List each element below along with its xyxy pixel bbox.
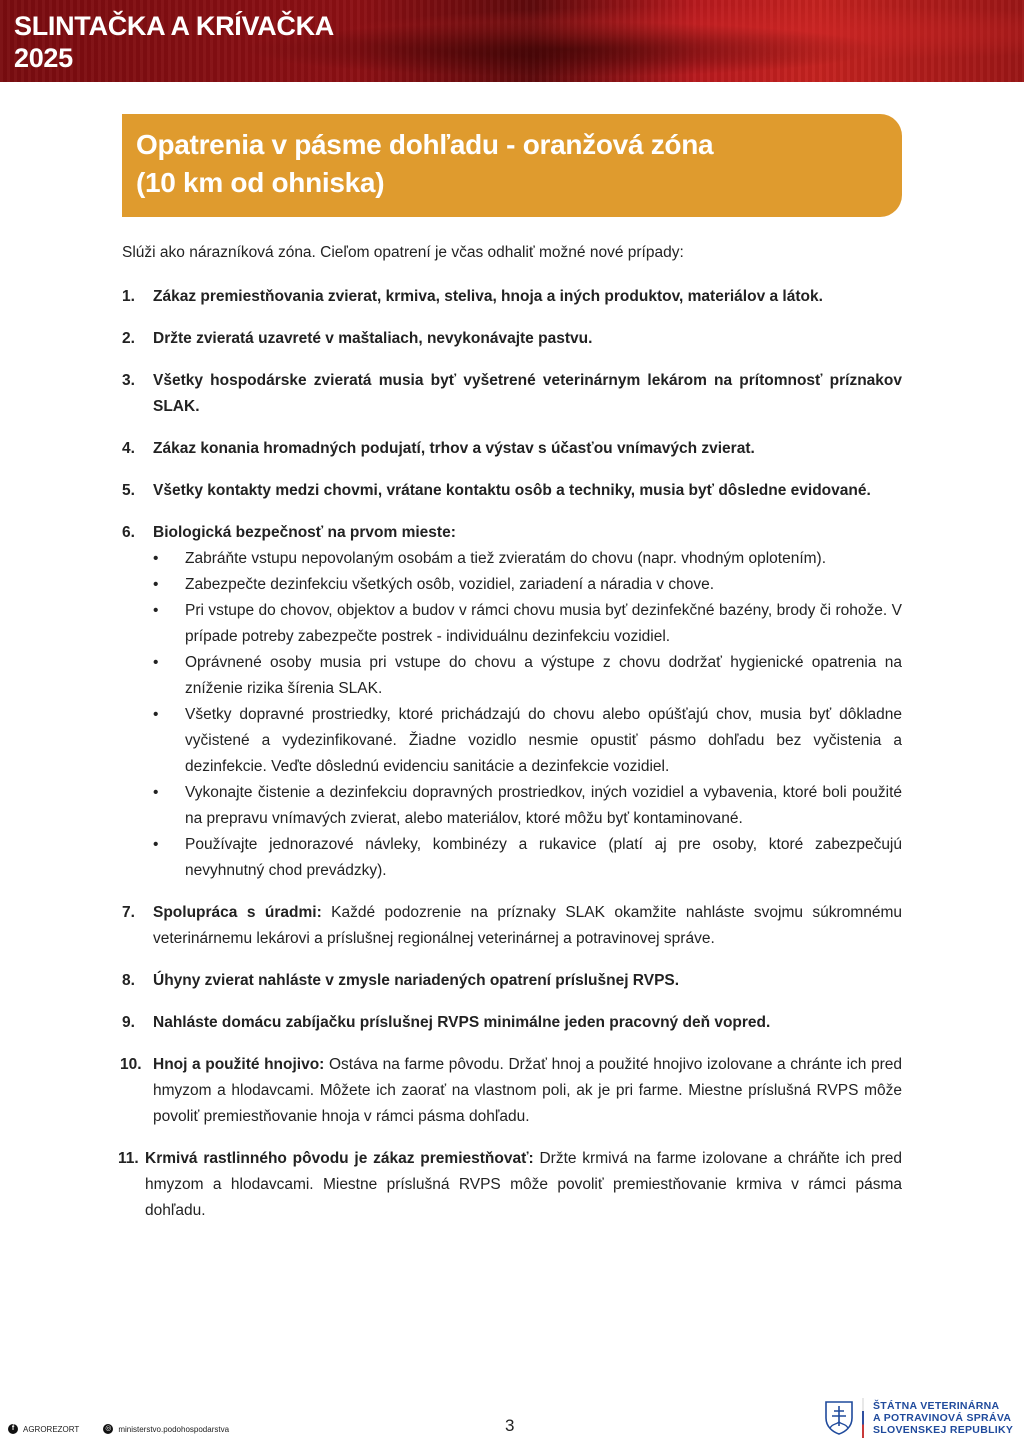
item-number: 3. (122, 372, 135, 389)
item-number: 4. (122, 440, 135, 457)
bullet-text: Používajte jednorazové návleky, kombinézy a rukavice (platí aj pre osoby, ktoré zabezpečujú nevyhnutný chod prevádzky). (185, 836, 902, 879)
banner-title (14, 10, 334, 74)
item-bold-text: Biologická bezpečnosť na prvom mieste: (153, 524, 456, 541)
bullet-item (153, 702, 902, 780)
item-number: 7. (122, 904, 135, 921)
banner-title-line1: SLINTAČKA A KRÍVAČKA (14, 11, 334, 41)
agency-name (873, 1400, 1013, 1436)
agency-logo (824, 1398, 1013, 1438)
list-item (122, 436, 902, 462)
item-number: 6. (122, 524, 135, 541)
bullet-icon: • (153, 654, 159, 671)
item-text: Ostáva na farme pôvodu. Držať hnoj a použité hnojivo izolovane a chránte ich pred hmyzom a hlodavcami. Môžete ich zaorať na vlastnom poli, ak je pri farme. Miestne príslušná RVPS môže povoliť premiestňovanie hnoja v rámci pásma dohľadu. (153, 1056, 902, 1125)
bullet-icon: • (153, 784, 159, 801)
bullet-text: Všetky dopravné prostriedky, ktoré prichádzajú do chovu alebo opúšťajú chov, musia byť dôkladne vyčistené a vydezinfikované. Žiadne vozidlo nesmie opustiť pásmo dohľadu bez vyčistenia a dezinfekcie. Veďte dôslednú evidenciu sanitácie a dezinfekcie vozidiel. (185, 706, 902, 775)
instagram-label: ministerstvo.podohospodarstva (118, 1424, 230, 1434)
measures-list (118, 284, 903, 1224)
bullet-icon: • (153, 576, 159, 593)
agency-name-line1: ŠTÁTNA VETERINÁRNA (873, 1400, 1000, 1412)
item-number: 10. (120, 1056, 142, 1073)
banner-title-year: 2025 (14, 43, 73, 73)
item-number: 1. (122, 288, 135, 305)
item-text: Každé podozrenie na príznaky SLAK okamžite nahláste svojmu súkromnému veterinárnemu lekárovi a príslušnej regionálnej veterinárnej a potravinovej správe. (153, 904, 903, 947)
item-bold-text: Všetky kontakty medzi chovmi, vrátane kontaktu osôb a techniky, musia byť dôsledne evidované. (153, 482, 871, 499)
section-heading (122, 114, 902, 217)
list-item (122, 968, 902, 994)
facebook-link[interactable] (8, 1424, 79, 1434)
header-banner (0, 0, 1024, 82)
bullet-text: Pri vstupe do chovov, objektov a budov v rámci chovu musia byť dezinfekčné bazény, brody či rohože. V prípade potreby zabezpečte postrek - individuálnu dezinfekciu vozidiel. (185, 602, 902, 645)
item-text: Držte krmivá na farme izolovane a chráňte ich pred hmyzom a hlodavcami. Miestne príslušná RVPS môže povoliť premiestňovanie krmiva v rámci pásma dohľadu. (145, 1150, 903, 1219)
bullet-text: Zabráňte vstupu nepovolaným osobám a tiež zvieratám do chovu (napr. vhodným oplotením). (185, 550, 827, 567)
item-number: 5. (122, 482, 135, 499)
bullet-icon: • (153, 706, 159, 723)
instagram-link[interactable] (103, 1424, 229, 1434)
intro-text: Slúži ako nárazníková zóna. Cieľom opatrení je včas odhaliť možné nové prípady: (122, 244, 684, 261)
list-item (122, 326, 902, 352)
bullet-icon: • (153, 550, 159, 567)
footer-social (8, 1424, 229, 1434)
item-number: 8. (122, 972, 135, 989)
flag-divider (862, 1398, 864, 1438)
item-bold-text: Všetky hospodárske zvieratá musia byť vyšetrené veterinárnym lekárom na prítomnosť príznakov SLAK. (153, 372, 902, 415)
bullet-text: Vykonajte čistenie a dezinfekciu dopravných prostriedkov, iných vozidiel a vybavenia, ktoré boli použité na prepravu vnímavých zvierat, alebo materiálov, ktoré môžu byť kontaminované. (185, 784, 902, 827)
bullet-text: Zabezpečte dezinfekciu všetkých osôb, vozidiel, zariadení a náradia v chove. (185, 576, 715, 593)
bullet-item (153, 780, 902, 832)
slovak-crest-icon (824, 1400, 854, 1436)
bullet-icon: • (153, 836, 159, 853)
agency-name-line3: SLOVENSKEJ REPUBLIKY (873, 1424, 1014, 1436)
list-item (122, 368, 902, 420)
list-item (122, 900, 902, 952)
facebook-label: AGROREZORT (23, 1424, 80, 1434)
bullet-item (153, 598, 902, 650)
list-item (122, 478, 902, 504)
item-number: 2. (122, 330, 135, 347)
item-bold-text: Úhyny zvierat nahláste v zmysle nariadených opatrení príslušnej RVPS. (153, 972, 680, 989)
bullet-text: Oprávnené osoby musia pri vstupe do chovu a výstupe z chovu dodržať hygienické opatrenia na zníženie rizika šírenia SLAK. (185, 654, 902, 697)
list-item (122, 1052, 902, 1130)
bullet-item (153, 572, 902, 598)
item-bold-text: Nahláste domácu zabíjačku príslušnej RVPS minimálne jeden pracovný deň vopred. (153, 1014, 771, 1031)
bullet-list (153, 546, 902, 884)
list-item (118, 1146, 902, 1224)
item-number: 9. (122, 1014, 135, 1031)
bullet-icon: • (153, 602, 159, 619)
facebook-icon: f (8, 1424, 18, 1434)
item-bold-text: Zákaz konania hromadných podujatí, trhov a výstav s účasťou vnímavých zvierat. (153, 440, 755, 457)
list-item (122, 284, 902, 310)
page-number: 3 (505, 1416, 515, 1435)
item-bold-text: Držte zvieratá uzavreté v maštaliach, nevykonávajte pastvu. (153, 330, 593, 347)
bullet-item (153, 546, 902, 572)
section-heading-line2: (10 km od ohniska) (136, 167, 385, 198)
agency-name-line2: A POTRAVINOVÁ SPRÁVA (873, 1412, 1012, 1424)
list-item (122, 1010, 902, 1036)
list-item (122, 520, 902, 884)
item-bold-text: Hnoj a použité hnojivo: (153, 1056, 325, 1073)
item-bold-text: Krmivá rastlinného pôvodu je zákaz premiestňovať: (145, 1150, 534, 1167)
instagram-icon: ◎ (105, 1425, 112, 1432)
item-bold-text: Zákaz premiestňovania zvierat, krmiva, steliva, hnoja a iných produktov, materiálov a látok. (153, 288, 823, 305)
bullet-item (153, 650, 902, 702)
bullet-item (153, 832, 902, 884)
section-heading-line1: Opatrenia v pásme dohľadu - oranžová zóna (136, 129, 714, 160)
item-number: 11. (118, 1150, 139, 1167)
document-body (118, 240, 903, 1240)
item-bold-text: Spolupráca s úradmi: (153, 904, 322, 921)
